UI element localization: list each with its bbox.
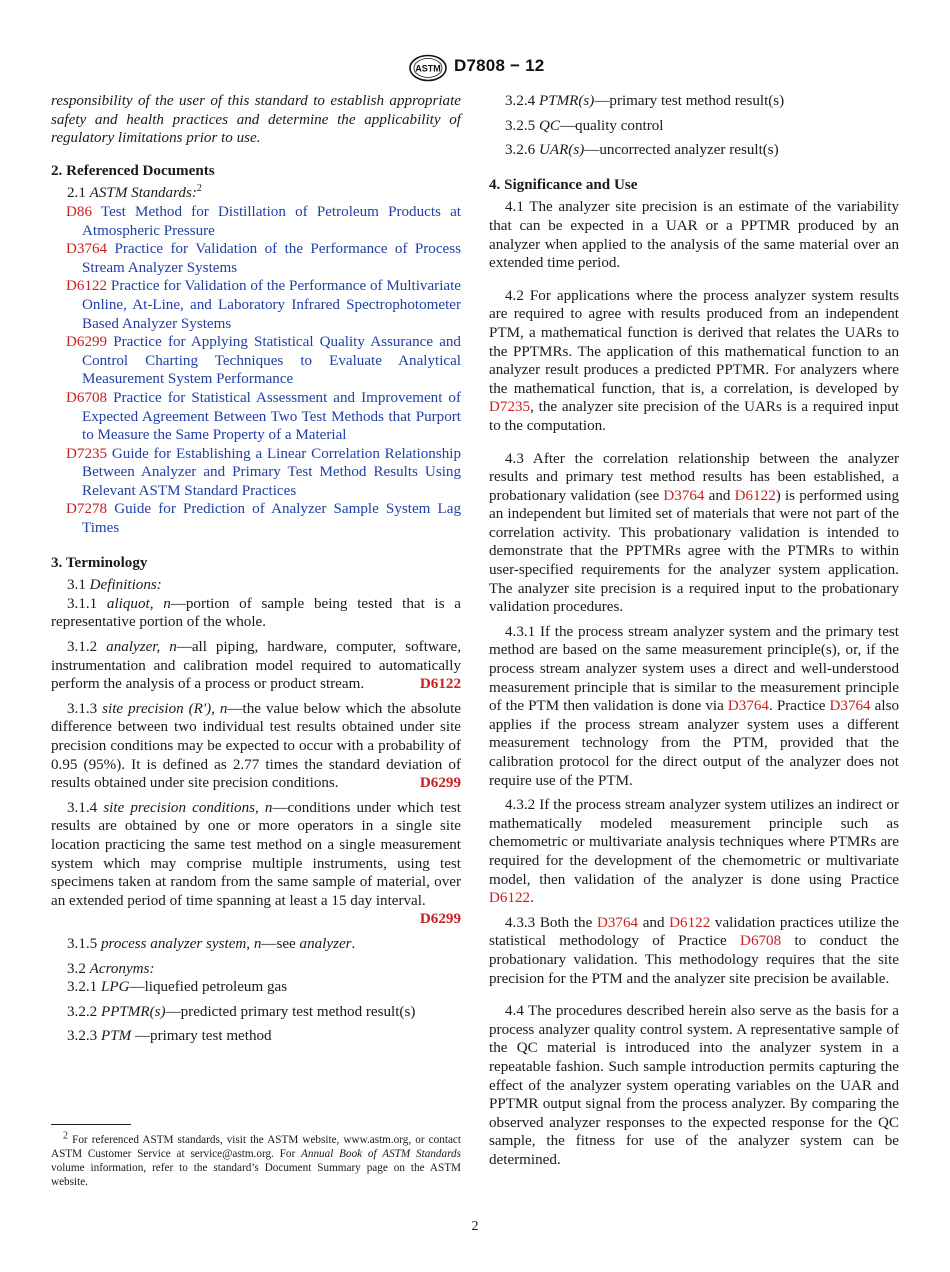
- paragraph-4-2: 4.2 For applications where the process analyzer system results are required to agree with results produced from an independent PTM, a mathematical function is derived that relates the UARs to the PPTMRs. The application of this mathematical function to an analyzer result produces a predicted PPTMR. For analyzers where the mathematical function, that is, a correlation, is developed by D7235, the analyzer site precision of the UARs is a required input to the computation.: [489, 287, 899, 434]
- page-header: [0, 54, 950, 84]
- intro-paragraph: responsibility of the user of this standard to establish appropriate safety and health practices and determine the applicability of regulatory limitations prior to use.: [51, 93, 461, 147]
- definition-site-precision-conditions: 3.1.4 site precision conditions, n—conditions under which test results are obtained by one or more operators in a single site location practicing the same test method on a single measurement system which may comprise multiple instruments, using test specimens taken at random from the same sample of material, over an extended period of time spanning at least a 15 day interval. D6299: [51, 799, 461, 928]
- source-link[interactable]: D6122: [419, 676, 461, 693]
- definition-analyzer: 3.1.2 analyzer, n—all piping, hardware, computer, software, instrumentation and calibration model required to automatically perform the analysis of a process or product stream. D6122: [51, 639, 461, 693]
- ref-link-d6122[interactable]: D6122: [489, 890, 531, 907]
- acronym-item: 3.2.5 QC—quality control: [505, 117, 664, 134]
- acronym-item: 3.2.2 PPTMR(s)—predicted primary test method result(s): [67, 1003, 416, 1020]
- page-number: 2: [471, 1219, 479, 1234]
- definition-site-precision: 3.1.3 site precision (R'), n—the value below which the absolute difference between two individual test results obtained under site precision conditions may be expected to occur with a probability of 0.95 (95%). It is defined as 2.77 times the standard deviation of results obtained under site precision conditions. D6299: [51, 700, 461, 792]
- ref-link-d6708[interactable]: D6708: [740, 933, 782, 950]
- acronym-item: 3.2.6 UAR(s)—uncorrected analyzer result(s): [505, 142, 779, 159]
- ref-item[interactable]: D6122 Practice for Validation of the Performance of Multivariate Online, At-Line, and Laboratory Infrared Spectrophotometer Based Analyzer Systems: [66, 278, 461, 332]
- paragraph-4-3-2: 4.3.2 If the process stream analyzer system utilizes an indirect or mathematically modeled measurement principle such as chemometric or multivariate analysis techniques where PTMRs are required for the development of the chemometric or multivariate model, then validation of the analyzer is done using Practice D6122.: [489, 797, 899, 907]
- acronym-item: 3.2.4 PTMR(s)—primary test method result(s): [505, 93, 785, 109]
- paragraph-4-1: 4.1 The analyzer site precision is an estimate of the variability that can be expected in a UAR or a PPTMR produced by an analyzer when applied to the analysis of the same material over an extended time period.: [489, 199, 899, 272]
- ref-item[interactable]: D6299 Practice for Applying Statistical Quality Assurance and Control Charting Techniques to Evaluate Analytical Measurement System Performance: [66, 334, 461, 388]
- acronyms-heading: 3.2 Acronyms:: [67, 960, 155, 977]
- ref-link-d3764[interactable]: D3764: [829, 698, 871, 715]
- acronym-item: 3.2.1 LPG—liquefied petroleum gas: [67, 979, 288, 996]
- ref-link-d7235[interactable]: D7235: [489, 399, 531, 416]
- astm-logo-icon: [408, 54, 448, 82]
- footnote-divider: [51, 1124, 131, 1125]
- paragraph-4-3: 4.3 After the correlation relationship between the analyzer results and primary test method results has been established, a probationary validation (see D3764 and D6122) is performed using an independent but limited set of materials that were not part of the correlation activity. This probationary validation is intended to demonstrate that the PPTMRs agree with the PTMRs to within user-specified requirements for the analyzer system application. The analyzer site precision is a required input to the probationary validation procedures.: [489, 450, 899, 616]
- section-3-title: 3. Terminology: [51, 554, 148, 571]
- footnote-ref-2[interactable]: 2: [196, 183, 202, 195]
- astm-standards-heading: 2.1 ASTM Standards:$^2$: [67, 183, 202, 202]
- referenced-documents-list: [51, 203, 461, 538]
- ref-item[interactable]: D7235 Guide for Establishing a Linear Correlation Relationship Between Analyzer and Primary Test Method Results Using Relevant ASTM Standard Practices: [66, 445, 461, 499]
- paragraph-4-3-1: 4.3.1 If the process stream analyzer system and the primary test method are based on the same measurement principle(s), or, if the process stream analyzer system uses a direct and well-understood measurement principle that is similar to the measurement principle of the PTM then validation is done via D3764. Practice D3764 also applies if the process stream analyzer system uses a different measurement technology from the PTM, provided that the calibration protocol for the direct output of the analyzer does not require use of the PTM.: [489, 623, 900, 789]
- ref-item[interactable]: D7278 Guide for Prediction of Analyzer Sample System Lag Times: [66, 501, 461, 537]
- paragraph-4-4: 4.4 The procedures described herein also serve as the basis for a process analyzer quality control system. A representative sample of the QC material is introduced into the analyzer system in a repeatable fashion. Such sample introduction permits capturing the effect of the analyzer system operating variables on the UAR and PPTMR output signal from the process analyzer. By comparing the observed analyzer responses to the expected response for the QC sample, the fitness for use of the analyzer system can be determined.: [489, 1003, 899, 1168]
- acronym-item: 3.2.3 PTM —primary test method: [67, 1028, 272, 1045]
- footnote-2: $^2$ For referenced ASTM standards, visit the ASTM website, www.astm.org, or contact ASTM Customer Service at service@astm.org. For Annual Book of ASTM Standards volume information, refer to the standard’s Document Summary page on the ASTM website.: [51, 1130, 461, 1188]
- ref-item[interactable]: D6708 Practice for Statistical Assessment and Improvement of Expected Agreement Between Two Test Methods that Purport to Measure the Same Property of a Material: [66, 389, 461, 444]
- definition-aliquot: 3.1.1 aliquot, n—portion of sample being tested that is a representative portion of the whole.: [51, 595, 461, 631]
- source-link[interactable]: D6299: [419, 911, 461, 928]
- source-link[interactable]: D6299: [419, 775, 461, 792]
- definition-process-analyzer-system: 3.1.5 process analyzer system, n—see analyzer.: [67, 935, 356, 952]
- ref-link-d3764[interactable]: D3764: [727, 698, 769, 715]
- section-4-title: 4. Significance and Use: [489, 176, 638, 193]
- paragraph-4-3-3: 4.3.3 Both the D3764 and D6122 validation practices utilize the statistical methodology of Practice D6708 to conduct the probationary validation. This methodology requires that the site precision for the PTM and the analyzer site precision be available.: [489, 914, 900, 987]
- ref-item[interactable]: D3764 Practice for Validation of the Performance of Process Stream Analyzer Systems: [66, 241, 461, 276]
- section-2-title: 2. Referenced Documents: [51, 162, 215, 179]
- ref-link-d6122[interactable]: D6122: [734, 487, 776, 504]
- ref-item[interactable]: D86 Test Method for Distillation of Petroleum Products at Atmospheric Pressure: [66, 203, 461, 239]
- ref-link-d3764[interactable]: D3764: [663, 487, 705, 504]
- left-column: [51, 92, 461, 1046]
- ref-link-d6122[interactable]: D6122: [669, 914, 711, 931]
- document-id: D7808 − 12: [454, 56, 545, 75]
- logo-text: ASTM: [415, 63, 441, 74]
- right-column: [489, 92, 899, 1169]
- ref-link-d3764[interactable]: D3764: [596, 914, 639, 931]
- definitions-heading: 3.1 Definitions:: [67, 577, 162, 594]
